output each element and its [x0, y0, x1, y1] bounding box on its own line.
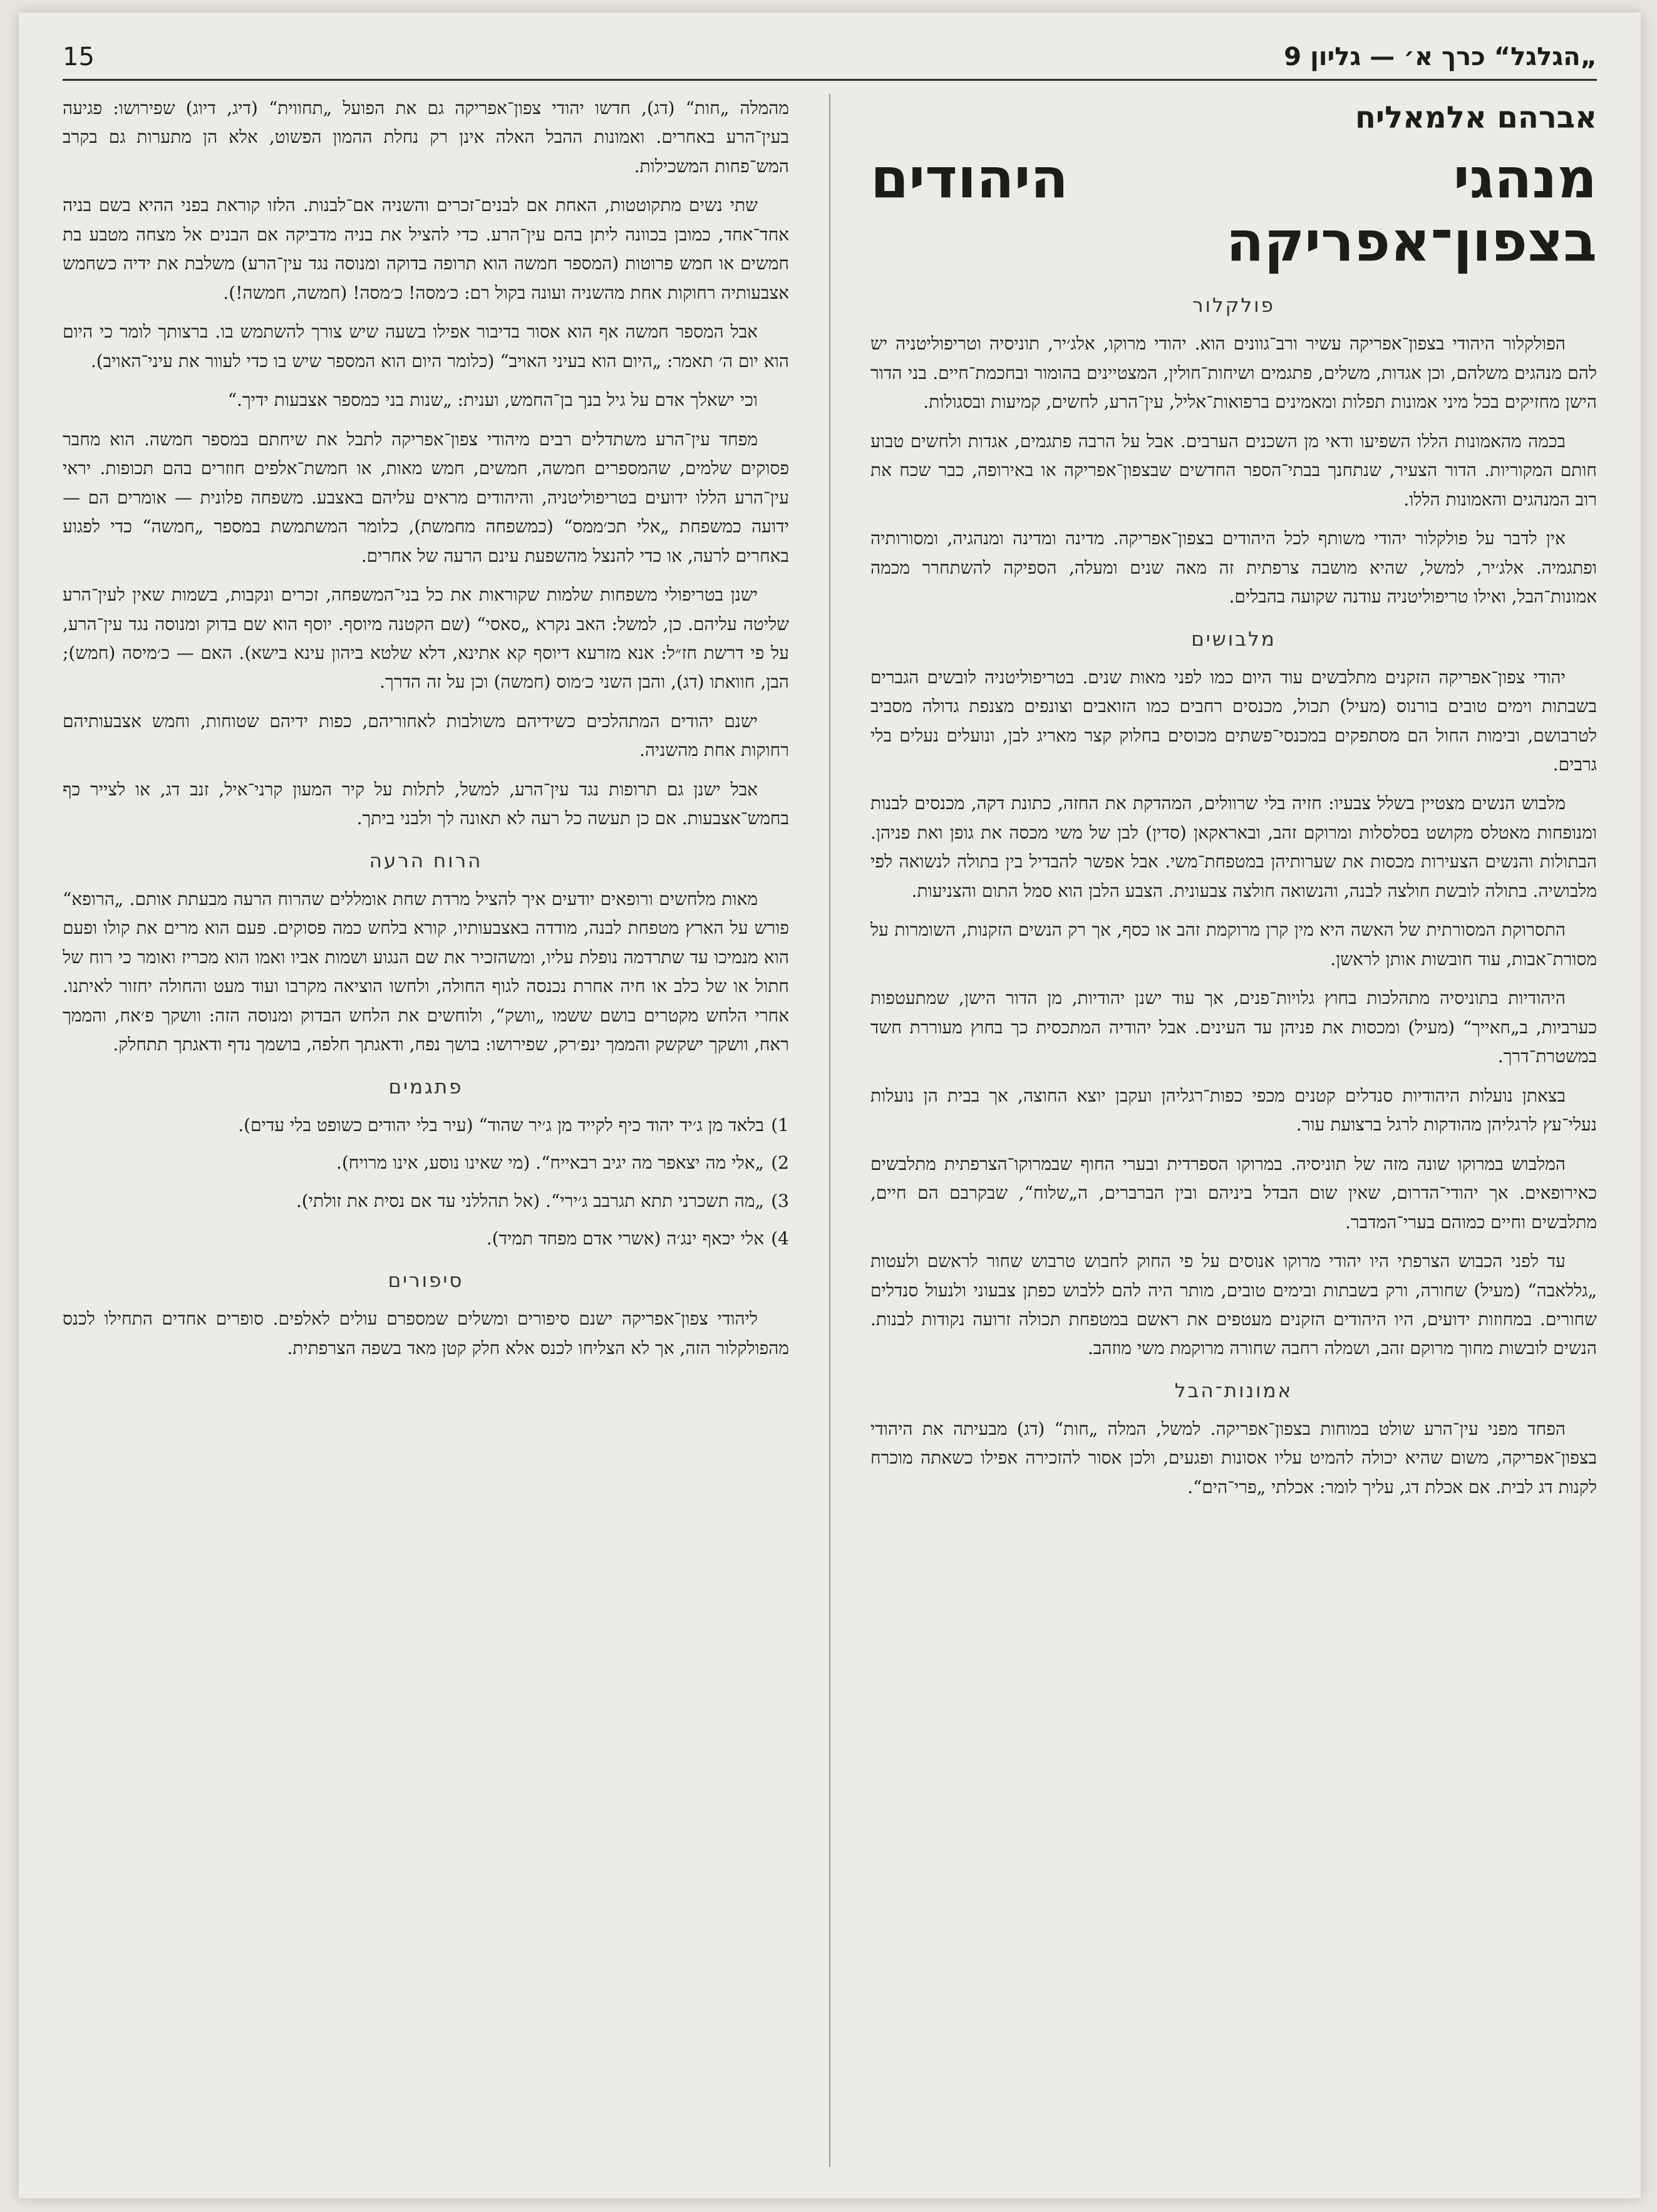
section-heading-superstition: אמונות־הבל	[1174, 1379, 1293, 1402]
proverbs-list	[63, 1111, 789, 1254]
page-number: 15	[63, 43, 95, 71]
paragraph: התסרוקת המסורתית של האשה היא מין קרן מרוקמת זהב או כסף, אך רק הנשים הזקנות, השומרות על מסורת־אבות, עוד חובשות אותן לראשן.	[870, 919, 1597, 969]
paragraph: ישנם יהודים המתהלכים כשידיהם משולבות לאחוריהם, כפות ידיהם שטוחות, וחמש אצבעותיהם רחוקות אחת מהשניה.	[63, 710, 789, 761]
proverb-text: אלי יכאף ינג׳ה (אשרי אדם מפחד תמיד).	[486, 1228, 764, 1249]
paragraph: אבל המספר חמשה אף הוא אסור בדיבור אפילו בשעה שיש צורך להשתמש בו. ברצותך לומר כי היום הוא יום ה׳ תאמר: „היום הוא בעיני האויב“ (כלומר היום הוא המספר שיש בו כדי לעוור את עיני־האויב).	[63, 321, 789, 371]
paragraph: מפחד עין־הרע משתדלים רבים מיהודי צפון־אפריקה לתבל את שיחתם במספר חמשה. הוא מחבר פסוקים שלמים, שהמספרים חמשה, חמשים, חמש מאות, או חמשת־אלפים חוזרים בהם תכופות. יראי עין־הרע הללו ידועים בטריפוליטניה, והיהודים מראים עליהם באצבע. משפחה פלונית — אומרים הם — ידועה כמשפחת „אלי תכ׳ממס“ (כמשפחה מחמשת), כלומר המשתמשת במספר „חמשה“ כדי לפגוע באחרים לרעה, או כדי להנצל מהשפעת עינם הרעה של אחרים.	[63, 428, 789, 566]
newspaper-page	[19, 13, 1641, 2198]
proverb-number: 3)	[771, 1190, 789, 1211]
running-header	[63, 38, 1597, 81]
journal-issue: „הגלגל“ כרך א׳ — גליון 9	[1284, 43, 1597, 71]
proverb-text: בלאד מן ג׳יד יהוד כיף לקייד מן ג׳יר שהוד“ (עיר בלי יהודים כשופט בלי עדים).	[238, 1114, 764, 1135]
proverb-number: 2)	[771, 1152, 789, 1174]
section-heading-evil-spirit: הרוח הרעה	[369, 849, 483, 872]
section-heading-proverbs: פתגמים	[388, 1075, 463, 1098]
paragraph: וכי ישאלך אדם על גיל בנך בן־החמש, וענית: „שנות בני כמספר אצבעות ידיך.“	[227, 390, 758, 411]
paragraph: בצאתן נועלות היהודיות סנדלים קטנים מכפי כפות־רגליהן ועקבן יוצא החוצה, אך בבית הן נועלות נעלי־עץ לרגליהן מהודקות לרגל ברצועת עור.	[870, 1085, 1597, 1135]
proverb-text: „מה תשכרני תתא תגרבב ג׳ירי“. (אל תהללני עד אם נסית את זולתי).	[296, 1190, 764, 1211]
proverb-item	[63, 1111, 789, 1140]
paragraph: ליהודי צפון־אפריקה ישנם סיפורים ומשלים שמספרם עולים לאלפים. סופרים אחדים התחילו לכנס מהפולקלור הזה, אך לא הצליחו לכנס אלא חלק קטן מאד בשפה הצרפתית.	[63, 1308, 789, 1358]
proverb-text: „אלי מה יצאפר מה יגיב רבאייח“. (מי שאינו נוסע, אינו מרויח).	[336, 1152, 764, 1174]
section-heading-clothing: מלבושים	[1191, 628, 1276, 651]
paragraph: ישנן בטריפולי משפחות שלמות שקוראות את כל בני־המשפחה, זכרים ונקבות, בשמות שאין לעין־הרע שליטה עליהם. כן, למשל: האב נקרא „סאסי“ (שם הקטנה מיוסף. יוסף הוא שם בדוק ומנוסה נגד עין־הרע, על פי דרשת חז״ל: אנא מזרעא דיוסף קא אתינא, דלא שלטא ביהון עינא בישא). האם — כ׳מיסה (חמש); הבן, חוואתו (דג), והבן השני כ׳מוס (חמשה) וכן על זה הדרך.	[63, 584, 789, 693]
proverb-item	[63, 1149, 789, 1177]
article-title: מנהגי היהודים בצפון־אפריקה	[870, 146, 1597, 274]
paragraph: יהודי צפון־אפריקה הזקנים מתלבשים עוד היום כמו לפני מאות שנים. בטריפוליטניה לובשים הגברים בשבתות וימים טובים בורנוס (מעיל) תכול, מכנסים רחבים כמו הזואבים וצונפים מצנפת גדולה מסביב לטרבושם, ובימות החול הם מסתפקים במכנסי־פשתים מכוסים בחלוק קצר מאריג לבן, ונועלים נעלים בלי גרבים.	[870, 666, 1597, 775]
paragraph: שתי נשים מתקוטטות, האחת אם לבנים־זכרים והשניה אם־לבנות. הלזו קוראת בפני ההיא בשם בניה אחד־אחד, כמובן בכוונה ליתן בהם עין־הרע. כדי להציל את בניה מדביקה אם הבנים אל מצחה מטבע בת חמשים או חמש פרוטות (המספר חמשה הוא תרופה בדוקה ומנוסה נגד עין־הרע) משלבת את ידיה כשחמש אצבעותיה רחוקות אחת מהשניה ועונה בקול רם: כ׳מסה! כ׳מסה! (חמשה, חמשה!).	[63, 195, 789, 303]
column-divider	[829, 94, 830, 2167]
left-column	[63, 94, 789, 2173]
proverb-item	[63, 1224, 789, 1253]
proverb-item	[63, 1187, 789, 1216]
article-author: אברהם אלמאליח	[1355, 100, 1597, 135]
paragraph: הפחד מפני עין־הרע שולט במוחות בצפון־אפריקה. למשל, המלה „חות“ (דג) מבעיתה את היהודי בצפון־אפריקה, משום שהיא יכולה להמיט עליו אסונות ופגעים, ולכן אסור להזכירה אפילו כשאתה מוכרח לקנות דג לבית. אם אכלת דג, עליך לומר: אכלתי „פרי־הים“.	[870, 1418, 1597, 1497]
paragraph: מהמלה „חות“ (דג), חדשו יהודי צפון־אפריקה גם את הפועל „תחווית“ (דיג, דיוג) שפירושו: פגיעה בעין־הרע באחרים. ואמונות ההבל האלה אינן רק נחלת ההמון הפשוט, אלא הן מתערות גם בקרב המש־פחות המשכילות.	[63, 98, 789, 177]
proverb-number: 4)	[771, 1228, 789, 1249]
paragraph: היהודיות בתוניסיה מתהלכות בחוץ גלויות־פנים, אך עוד ישנן יהודיות, מן הדור הישן, שמתעטפות כערביות, ב„חאייך“ (מעיל) ומכסות את פניהן עד העינים. אבל יהודיה המתכסית כך בחוץ מעוררת חשד במשטרת־דרך.	[870, 988, 1597, 1067]
paragraph: המלבוש במרוקו שונה מזה של תוניסיה. במרוקו הספרדית ובערי החוף שבמרוקו־הצרפתית מתלבשים כאירופאים. אך יהודי־הדרום, שאין שום הבדל ביניהם ובין הברברים, ה„שלוח“, שבקרבם הם חיים, מתלבשים וחיים כמוהם בערי־המדבר.	[870, 1153, 1597, 1233]
right-column	[870, 94, 1597, 2173]
paragraph: אין לדבר על פולקלור יהודי משותף לכל היהודים בצפון־אפריקה. מדינה ומדינה ומנהגיה, ומסורותיה ופתגמיה. אלג׳יר, למשל, שהיא מושבה צרפתית זה מאה שנים ומעלה, הספיקה להשתחרר מכמה אמונות־הבל, ואילו טריפוליטניה עודנה שקועה בהבלים.	[870, 528, 1597, 607]
paragraph: הפולקלור היהודי בצפון־אפריקה עשיר ורב־גוונים הוא. יהודי מרוקו, אלג׳יר, תוניסיה וטריפוליטניה יש להם מנהגים משלהם, וכן אגדות, משלים, פתגמים ושיחות־חולין, המצטיינים בהומור ובחכמת־חיים. בני הדור הישן מחזיקים בכל מיני אמונות תפלות ומאמינים ברפואות־אליל, עין־הרע, לחשים, קמיעות ובסגולות.	[870, 333, 1597, 413]
paragraph: בכמה מהאמונות הללו השפיעו ודאי מן השכנים הערבים. אבל על הרבה פתגמים, אגדות ולחשים טבוע חותם המקוריות. הדור הצעיר, שנתחנך בבתי־הספר החדשים שבצפון־אפריקה או באירופה, כבר שכח את רוב המנהגים והאמונות הללו.	[870, 430, 1597, 510]
paragraph: עד לפני הכבוש הצרפתי היו יהודי מרוקו אנוסים על פי החוק לחבוש טרבוש שחור לראשם ולעטות „גללאבה“ (מעיל) שחורה, ורק בשבתות ובימים טובים, מותר היה להם ללבוש כפתן צבעוני ולנעול סנדלים שחורים. במחוזות ידועים, היו היהודים הזקנים מעטפים את ראשם במטפחת תכולה זרועה נקודות לבנות. הנשים לובשות מחוך מרוקם זהב, ושמלה רחבה שחורה מרוקמת משי מוזהב.	[870, 1251, 1597, 1359]
paragraph: מלבוש הנשים מצטיין בשלל צבעיו: חזיה בלי שרוולים, המהדקת את החזה, כתונת דקה, מכנסים לבנות ומנופחות מאטלס מקושט בסלסלות ומרוקם זהב, ובאראקאן (סדין) לבן של משי מכסה את גופן ואת פניהן. הבתולות והנשים הצעירות מכסות את שערותיהן במטפחת־משי. אבל אפשר להבדיל בין בתולה לנשואה לפי מלבושיה. בתולה לובשת חולצה לבנה, והנשואה חולצה צבעונית. הצבע הלבן הוא סמל התום והצניעות.	[870, 793, 1597, 901]
paragraph: אבל ישנן גם תרופות נגד עין־הרע, למשל, לתלות על קיר המעון קרני־איל, זנב דג, או לצייר כף בחמש־אצבעות. אם כן תעשה כל רעה לא תאונה לך ולבני ביתך.	[63, 778, 789, 829]
proverb-number: 1)	[771, 1114, 789, 1135]
section-heading-folklore: פולקלור	[1192, 294, 1275, 318]
paragraph: מאות מלחשים ורופאים יודעים איך להציל מרדת שחת אומללים שהרוח הרעה מבעתת אותם. „הרופא“ פורש על הארץ מטפחת לבנה, מודדה באצבעותיו, קורא בלחש כמה פסוקים. פעם הוא מרים את קולו ופעם הוא מנמיכו עד שתרדמה נופלת עליו, ומשהזכיר את שם הנגוע ושמות אביו ואמו הוא מכריז ואומר כי רוח של חתול או של כלב או חיה אחרת נכנסה לגוף החולה, ולחשו הוציאה מקרבו ועוד מעט והחולה יחזור לאיתנו. אחרי הלחש מקטרים בושם ששמו „וושק“, ולוחשים את הלחש הבדוק ומנוסה הזה: וושקך פ׳אח, והממך ראח, וושקך ישקשק והממך ינפ׳רק, שפירושו: בושך נפח, ודאגתך חלפה, בושמך נדף ודאגתך תתחלק.	[63, 888, 789, 1055]
section-heading-stories: סיפורים	[388, 1269, 464, 1293]
